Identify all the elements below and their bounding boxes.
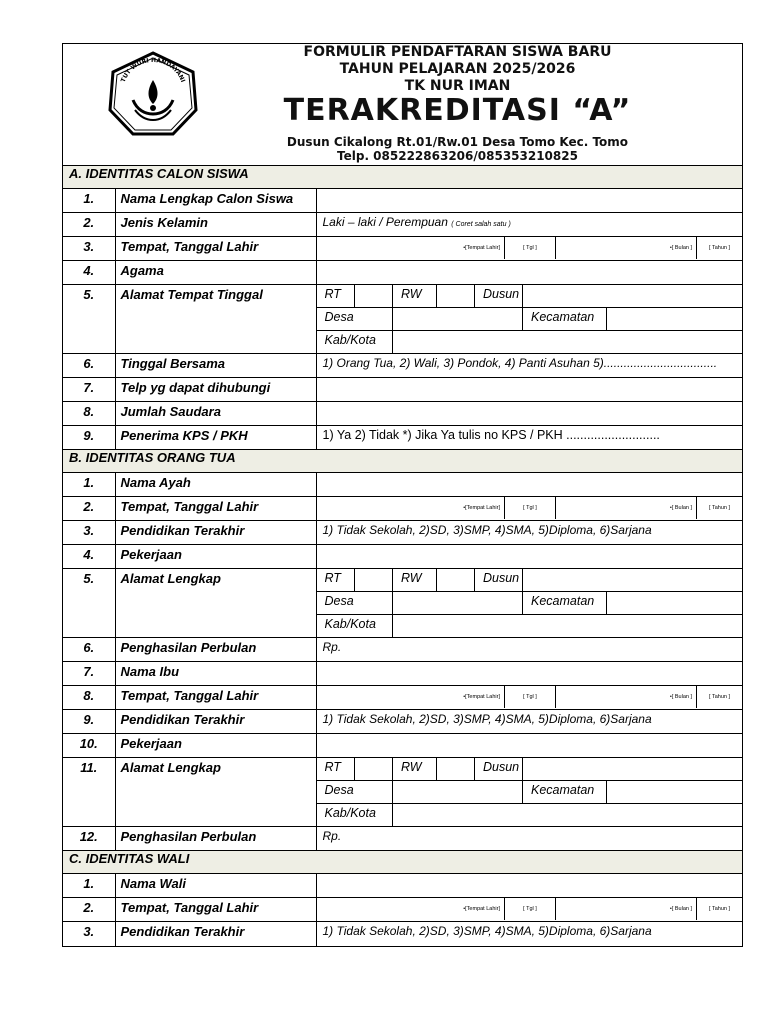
table-row: 1. Nama Wali	[63, 874, 742, 898]
mother-name-field[interactable]	[316, 662, 742, 686]
table-row: 5. Alamat Lengkap RT RW Dusun Desa Kecamatan Kab/Kota	[63, 569, 742, 638]
gender-field[interactable]: Laki – laki / Perempuan ( Coret salah satu )	[316, 213, 742, 237]
section-c-header: C. IDENTITAS WALI	[63, 851, 742, 874]
svg-text:TUT WURI HANDAYANI: TUT WURI HANDAYANI	[119, 56, 187, 84]
table-row: 9. Pendidikan Terakhir 1) Tidak Sekolah, 2)SD, 3)SMP, 4)SMA, 5)Diploma, 6)Sarjana	[63, 710, 742, 734]
section-b-header: B. IDENTITAS ORANG TUA	[63, 450, 742, 473]
table-row: 1. Nama Lengkap Calon Siswa	[63, 189, 742, 213]
table-row: 4. Agama	[63, 261, 742, 285]
table-row: 9. Penerima KPS / PKH 1) Ya 2) Tidak *) Jika Ya tulis no KPS / PKH ...........................	[63, 426, 742, 450]
form-header	[63, 44, 742, 166]
school-name: TK NUR IMAN	[404, 78, 511, 94]
table-row: 7. Telp yg dapat dihubungi	[63, 378, 742, 402]
table-row: 6. Tinggal Bersama 1) Orang Tua, 2) Wali, 3) Pondok, 4) Panti Asuhan 5)..................................	[63, 354, 742, 378]
mother-birth-date-field[interactable]: •[Tempat Lahir] [ Tgl ] •[ Bulan ] [ Tahun ]	[316, 686, 742, 710]
form-title: FORMULIR PENDAFTARAN SISWA BARU	[303, 44, 612, 60]
registration-form	[62, 43, 743, 947]
father-birth-date-field[interactable]: •[Tempat Lahir] [ Tgl ] •[ Bulan ] [ Tahun ]	[316, 497, 742, 521]
table-row: 5. Alamat Tempat Tinggal RT RW Dusun Desa Kecamatan Kab/Kota	[63, 285, 742, 354]
table-row: 3. Pendidikan Terakhir 1) Tidak Sekolah, 2)SD, 3)SMP, 4)SMA, 5)Diploma, 6)Sarjana	[63, 521, 742, 545]
address-field[interactable]: RT RW Dusun Desa Kecamatan Kab/Kota	[316, 285, 742, 354]
guardian-education-field[interactable]: 1) Tidak Sekolah, 2)SD, 3)SMP, 4)SMA, 5)Diploma, 6)Sarjana	[316, 922, 742, 946]
table-row: 2. Tempat, Tanggal Lahir •[Tempat Lahir] [ Tgl ] •[ Bulan ] [ Tahun ]	[63, 898, 742, 922]
phone-field[interactable]	[316, 378, 742, 402]
mother-income-field[interactable]: Rp.	[316, 827, 742, 851]
table-row: 3. Pendidikan Terakhir 1) Tidak Sekolah, 2)SD, 3)SMP, 4)SMA, 5)Diploma, 6)Sarjana	[63, 922, 742, 946]
table-row: 10. Pekerjaan	[63, 734, 742, 758]
father-name-field[interactable]	[316, 473, 742, 497]
table-row: 4. Pekerjaan	[63, 545, 742, 569]
table-row: 2. Tempat, Tanggal Lahir •[Tempat Lahir] [ Tgl ] •[ Bulan ] [ Tahun ]	[63, 497, 742, 521]
birth-date-field[interactable]: •[Tempat Lahir] [ Tgl ] •[ Bulan ] [ Tahun ]	[316, 237, 742, 261]
religion-field[interactable]	[316, 261, 742, 285]
father-address-field[interactable]: RT RW Dusun Desa Kecamatan Kab/Kota	[316, 569, 742, 638]
father-income-field[interactable]: Rp.	[316, 638, 742, 662]
mother-address-field[interactable]: RT RW Dusun Desa Kecamatan Kab/Kota	[316, 758, 742, 827]
father-job-field[interactable]	[316, 545, 742, 569]
lives-with-field[interactable]: 1) Orang Tua, 2) Wali, 3) Pondok, 4) Panti Asuhan 5)..................................	[316, 354, 742, 378]
table-row: 8. Tempat, Tanggal Lahir •[Tempat Lahir] [ Tgl ] •[ Bulan ] [ Tahun ]	[63, 686, 742, 710]
table-row: 1. Nama Ayah	[63, 473, 742, 497]
table-row: 2. Jenis Kelamin Laki – laki / Perempuan ( Coret salah satu )	[63, 213, 742, 237]
form-table	[63, 166, 742, 946]
father-education-field[interactable]: 1) Tidak Sekolah, 2)SD, 3)SMP, 4)SMA, 5)Diploma, 6)Sarjana	[316, 521, 742, 545]
table-row: 7. Nama Ibu	[63, 662, 742, 686]
guardian-birth-date-field[interactable]: •[Tempat Lahir] [ Tgl ] •[ Bulan ] [ Tahun ]	[316, 898, 742, 922]
table-row: 12. Penghasilan Perbulan Rp.	[63, 827, 742, 851]
school-address: Dusun Cikalong Rt.01/Rw.01 Desa Tomo Kec. Tomo	[286, 135, 629, 149]
school-phone: Telp. 085222863206/085353210825	[337, 149, 578, 163]
table-row: 8. Jumlah Saudara	[63, 402, 742, 426]
table-row: 3. Tempat, Tanggal Lahir •[Tempat Lahir] [ Tgl ] •[ Bulan ] [ Tahun ]	[63, 237, 742, 261]
table-row: 6. Penghasilan Perbulan Rp.	[63, 638, 742, 662]
academic-year: TAHUN PELAJARAN 2025/2026	[339, 61, 576, 77]
section-a-header: A. IDENTITAS CALON SISWA	[63, 166, 742, 189]
guardian-name-field[interactable]	[316, 874, 742, 898]
accreditation: TERAKREDITASI “A”	[283, 93, 632, 128]
mother-education-field[interactable]: 1) Tidak Sekolah, 2)SD, 3)SMP, 4)SMA, 5)Diploma, 6)Sarjana	[316, 710, 742, 734]
student-name-field[interactable]	[316, 189, 742, 213]
mother-job-field[interactable]	[316, 734, 742, 758]
siblings-field[interactable]	[316, 402, 742, 426]
table-row: 11. Alamat Lengkap RT RW Dusun Desa Kecamatan Kab/Kota	[63, 758, 742, 827]
kps-pkh-field[interactable]: 1) Ya 2) Tidak *) Jika Ya tulis no KPS / PKH ...........................	[316, 426, 742, 450]
